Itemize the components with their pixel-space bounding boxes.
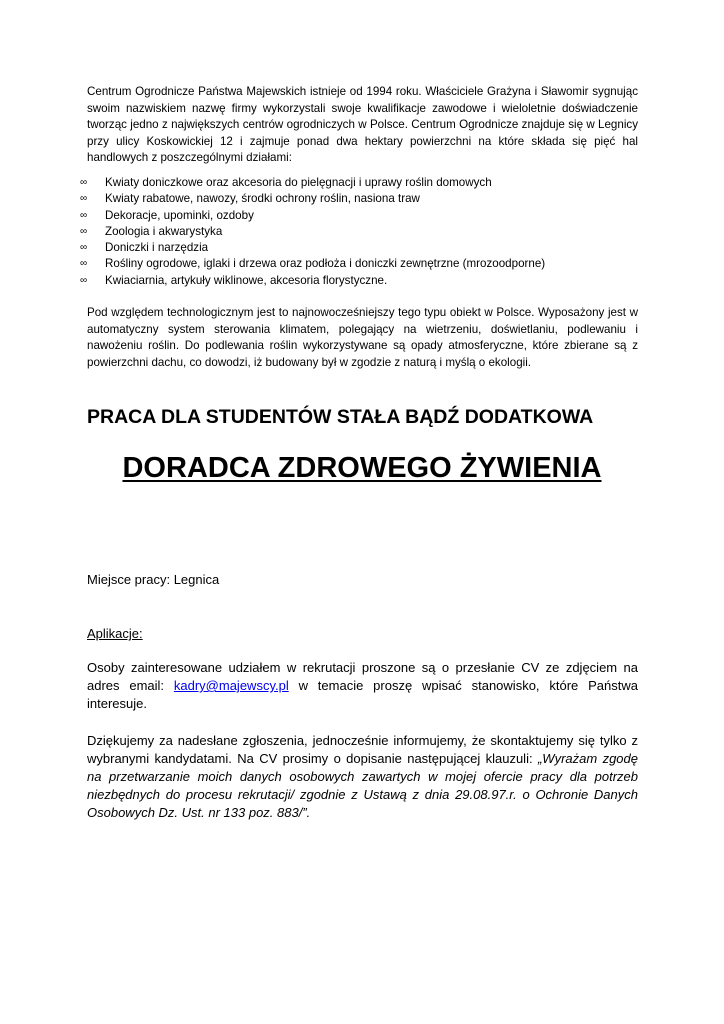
position-heading <box>0 449 724 487</box>
list-item <box>80 191 640 207</box>
list-item-text: Dekoracje, upominki, ozdoby <box>105 208 254 222</box>
infinity-bullet-icon: ∞ <box>80 209 88 221</box>
list-item <box>80 208 640 224</box>
list-item-text: Kwiaciarnia, artykuły wiklinowe, akcesoria florystyczne. <box>105 273 388 287</box>
list-item <box>80 224 640 240</box>
infinity-bullet-icon: ∞ <box>80 274 88 286</box>
intro-paragraph: Centrum Ogrodnicze Państwa Majewskich istnieje od 1994 roku. Właściciele Grażyna i Sławomir sygnując swoim nazwiskiem nazwę firmy wykorzystali swoje kwalifikacje zawodowe i wieloletnie doświadczenie tworząc jedno z największych centrów ogrodniczych w Polsce. Centrum Ogrodnicze znajduje się w Legnicy przy ulicy Koskowickiej 12 i zajmuje ponad dwa hektary powierzchni na które składa się pięć hal handlowych z poszczególnymi działami: <box>87 85 638 165</box>
list-item-text: Rośliny ogrodowe, iglaki i drzewa oraz podłoża i doniczki zewnętrzne (mrozoodporne) <box>105 257 546 271</box>
list-item-text: Kwiaty rabatowe, nawozy, środki ochrony roślin, nasiona traw <box>105 192 420 206</box>
applications-paragraph <box>87 659 638 713</box>
infinity-bullet-icon: ∞ <box>80 177 88 188</box>
infinity-bullet-icon: ∞ <box>80 258 88 270</box>
department-list <box>80 175 640 289</box>
applications-text-after: w temacie proszę wpisać stanowisko, które Państwa interesuje. <box>87 678 638 711</box>
position-title: DORADCA ZDROWEGO ŻYWIENIA <box>122 452 602 484</box>
email-link[interactable]: kadry@majewscy.pl <box>173 678 289 693</box>
list-item-text: Kwiaty doniczkowe oraz akcesoria do pielęgnacji i uprawy roślin domowych <box>105 176 492 189</box>
list-item <box>80 240 640 256</box>
list-item-text: Zoologia i akwarystyka <box>105 224 223 238</box>
consent-clause: „Wyrażam zgodę na przetwarzanie moich danych osobowych zawartych w mojej ofercie pracy dla potrzeb niezbędnych do procesu rekrutacji/ zgodnie z Ustawą z dnia 29.08.97.r. o Ochronie Danych Osobowych Dz. Ust. nr 133 poz. 883/”. <box>87 751 638 820</box>
thanks-text: Dziękujemy za nadesłane zgłoszenia, jednocześnie informujemy, że skontaktujemy się tylko z wybranymi kandydatami. Na CV prosimy o dopisanie następującej klauzuli: <box>87 733 638 766</box>
infinity-bullet-icon: ∞ <box>80 193 88 205</box>
job-location: Miejsce pracy: Legnica <box>87 572 220 587</box>
job-type-heading: PRACA DLA STUDENTÓW STAŁA BĄDŹ DODATKOWA <box>87 406 594 428</box>
applications-text-before: Osoby zainteresowane udziałem w rekrutacji proszone są o przesłanie CV ze zdjęciem na adres email: <box>87 660 638 693</box>
thanks-paragraph <box>87 732 638 822</box>
infinity-bullet-icon: ∞ <box>80 225 88 237</box>
list-item <box>80 256 640 272</box>
technology-paragraph: Pod względem technologicznym jest to najnowocześniejszy tego typu obiekt w Polsce. Wyposażony jest w automatyczny system sterowania klimatem, polegający na wietrzeniu, doświetlaniu, podlewaniu i nawożeniu roślin. Do podlewania roślin wykorzystywane są opady atmosferyczne, które zbierane są z powierzchni dachu, co dowodzi, iż budowany był w zgodzie z naturą i myślą o ekologii. <box>87 306 638 369</box>
list-item <box>80 175 640 191</box>
list-item-text: Doniczki i narzędzia <box>105 241 209 255</box>
applications-heading: Aplikacje: <box>87 626 143 641</box>
list-item <box>80 273 640 289</box>
infinity-bullet-icon: ∞ <box>80 242 88 254</box>
